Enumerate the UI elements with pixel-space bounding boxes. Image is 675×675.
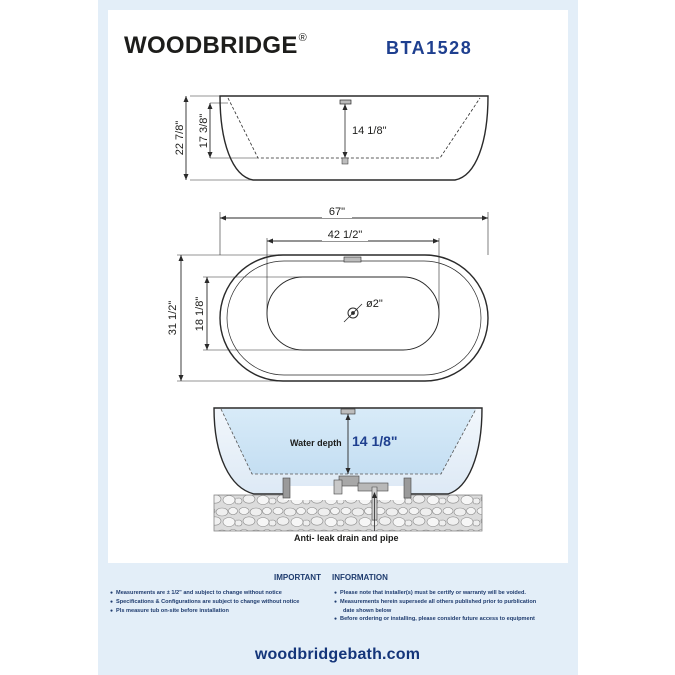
brand-name: WOODBRIDGE [124, 32, 298, 59]
model-number: BTA1528 [386, 38, 473, 58]
overall-height-label: 22 7/8" [174, 120, 186, 156]
information-item: ● Before ordering or installing, please consider future access to equipment [334, 615, 536, 624]
important-item: ● Pls measure tub on-site before installation [110, 607, 299, 616]
overall-width-label: 31 1/2" [167, 300, 179, 336]
information-item: ● Measurements herein supersede all others published prior to purblication [334, 598, 536, 607]
registered-mark: ® [298, 32, 308, 44]
inner-length-label: 42 1/2" [327, 229, 363, 241]
drain-callout: Anti- leak drain and pipe [294, 533, 399, 543]
important-title: IMPORTANT [274, 573, 321, 582]
important-item: ● Specifications & Configurations are subject to change without notice [110, 598, 299, 607]
information-title: INFORMATION [332, 573, 388, 582]
inner-width-label: 18 1/8" [194, 296, 206, 332]
important-list [110, 589, 299, 615]
drain-diameter-label: ø2" [366, 298, 383, 310]
brand-logo [124, 32, 307, 60]
notice-panel [100, 570, 578, 636]
section-view [214, 408, 482, 531]
information-list [334, 589, 536, 624]
rim-height-label: 17 3/8" [198, 113, 210, 149]
water-depth-label: Water depth [290, 438, 342, 448]
water-depth-value: 14 1/8" [352, 433, 398, 449]
website-link[interactable]: woodbridgebath.com [254, 646, 421, 663]
overall-length-label: 67" [328, 206, 346, 218]
information-item: ● Please note that installer(s) must be certify or warranty will be voided. [334, 589, 536, 598]
important-item: ● Measurements are ± 1/2" and subject to change without notice [110, 589, 299, 598]
information-item: date shown below [343, 607, 392, 614]
overflow-height-label: 14 1/8" [352, 125, 387, 137]
